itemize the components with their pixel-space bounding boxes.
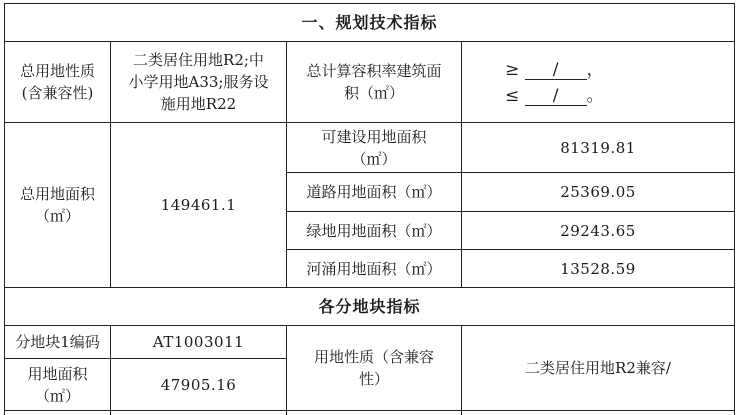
buildable-area-label: 可建设用地面积 （㎡）: [321, 127, 427, 168]
plot-code-value: AT1003011: [152, 333, 245, 351]
plot-area-value: 47905.16: [160, 375, 237, 394]
total-land-area-label: 总用地面积 （㎡）: [19, 185, 95, 225]
total-land-nature-value: 二类居住用地R2;中 小学用地A33;服务设 施用地R22: [128, 51, 269, 113]
far-floor-area-label: 总计算容积率建筑面 积（㎡）: [306, 62, 442, 102]
plot-land-nature-value: 二类居住用地R2兼容/: [525, 359, 671, 377]
section-title-plot-indicators: 各分地块指标: [318, 296, 421, 316]
green-area-label: 绿地用地面积（㎡）: [306, 221, 442, 240]
total-land-nature-label: 总用地性质 (含兼容性): [19, 62, 95, 102]
plot-code-label: 分地块1编码: [15, 333, 100, 351]
section-title-planning-indicators: 一、规划技术指标: [301, 12, 438, 32]
far-max-blank: /: [525, 89, 587, 106]
greater-equal-symbol: ≥: [505, 60, 520, 80]
less-equal-symbol: ≤: [505, 86, 520, 106]
river-area-label: 河涌用地面积（㎡）: [306, 259, 442, 278]
far-max-tail: 。: [586, 86, 604, 106]
green-area-value: 29243.65: [560, 221, 636, 240]
table-rule: [4, 410, 735, 411]
plot-land-nature-label: 用地性质（含兼容 性）: [313, 348, 434, 388]
far-min-tail: ，: [586, 60, 604, 80]
buildable-area-value: 81319.81: [560, 138, 636, 157]
road-area-label: 道路用地面积（㎡）: [306, 183, 442, 201]
plot-area-label: 用地面积 （㎡）: [27, 364, 88, 405]
road-area-value: 25369.05: [560, 183, 636, 201]
far-max-line: [505, 86, 604, 106]
far-min-blank: /: [525, 63, 587, 80]
total-land-area-value: 149461.1: [160, 196, 237, 214]
far-min-line: [505, 60, 604, 80]
table-rule: [734, 3, 735, 415]
river-area-value: 13528.59: [560, 259, 636, 278]
